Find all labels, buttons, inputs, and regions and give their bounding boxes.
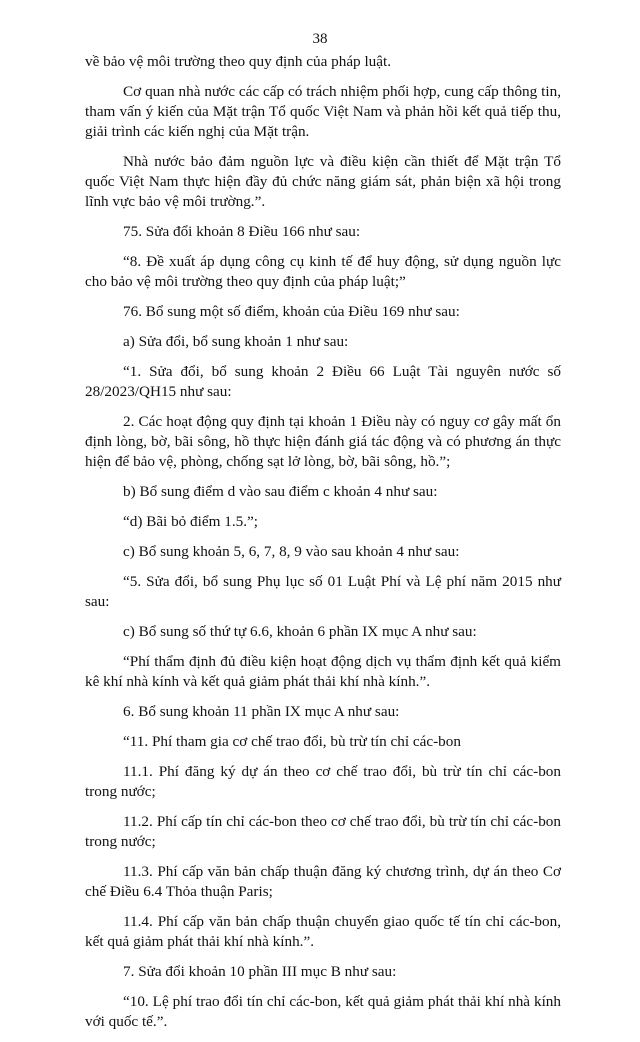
- document-body: [85, 52, 561, 1042]
- paragraph: a) Sửa đổi, bổ sung khoản 1 như sau:: [123, 333, 349, 350]
- paragraph: 11.1. Phí đăng ký dự án theo cơ chế trao đổi, bù trừ tín chỉ các-bon trong nước;: [85, 763, 561, 800]
- paragraph: c) Bổ sung số thứ tự 6.6, khoản 6 phần IX mục A như sau:: [123, 623, 477, 640]
- paragraph: Nhà nước bảo đảm nguồn lực và điều kiện cần thiết để Mặt trận Tổ quốc Việt Nam thực hiện đầy đủ chức năng giám sát, phản biện xã hội trong lĩnh vực bảo vệ môi trường.”.: [85, 153, 561, 210]
- paragraph: “Phí thẩm định đủ điều kiện hoạt động dịch vụ thẩm định kết quả kiểm kê khí nhà kính và kết quả giảm phát thải khí nhà kính.”.: [85, 653, 561, 690]
- paragraph: 76. Bổ sung một số điểm, khoản của Điều 169 như sau:: [123, 303, 460, 320]
- paragraph: c) Bổ sung khoản 5, 6, 7, 8, 9 vào sau khoản 4 như sau:: [123, 543, 460, 560]
- page-number: 38: [312, 31, 328, 47]
- paragraph: “11. Phí tham gia cơ chế trao đổi, bù trừ tín chỉ các-bon: [123, 733, 461, 750]
- paragraph: “8. Đề xuất áp dụng công cụ kinh tế để huy động, sử dụng nguồn lực cho bảo vệ môi trường theo quy định của pháp luật;”: [85, 253, 561, 290]
- paragraph: “5. Sửa đổi, bổ sung Phụ lục số 01 Luật Phí và Lệ phí năm 2015 như sau:: [85, 573, 561, 610]
- paragraph: Cơ quan nhà nước các cấp có trách nhiệm phối hợp, cung cấp thông tin, tham vấn ý kiến của Mặt trận Tổ quốc Việt Nam và phản hồi kết quả tiếp thu, giải trình các kiến nghị của Mặt trận.: [85, 83, 561, 140]
- paragraph: 6. Bổ sung khoản 11 phần IX mục A như sau:: [123, 703, 400, 720]
- paragraph: 11.3. Phí cấp văn bản chấp thuận đăng ký chương trình, dự án theo Cơ chế Điều 6.4 Thỏa thuận Paris;: [85, 863, 561, 900]
- paragraph: 2. Các hoạt động quy định tại khoản 1 Điều này có nguy cơ gây mất ổn định lòng, bờ, bãi sông, hồ thực hiện đánh giá tác động và có phương án thực hiện để bảo vệ, phòng, chống sạt lở lòng, bờ, bãi sông, hồ.”;: [85, 413, 561, 470]
- paragraph: b) Bổ sung điểm d vào sau điểm c khoản 4 như sau:: [123, 483, 438, 500]
- paragraph: “1. Sửa đổi, bổ sung khoản 2 Điều 66 Luật Tài nguyên nước số 28/2023/QH15 như sau:: [85, 363, 561, 400]
- paragraph: 7. Sửa đổi khoản 10 phần III mục B như sau:: [123, 963, 397, 980]
- paragraph: “d) Bãi bỏ điểm 1.5.”;: [123, 513, 258, 530]
- paragraph-continuation: về bảo vệ môi trường theo quy định của pháp luật.: [85, 53, 392, 70]
- paragraph: 75. Sửa đổi khoản 8 Điều 166 như sau:: [123, 223, 361, 240]
- paragraph: 11.2. Phí cấp tín chỉ các-bon theo cơ chế trao đổi, bù trừ tín chỉ các-bon trong nước;: [85, 813, 561, 850]
- paragraph: 11.4. Phí cấp văn bản chấp thuận chuyển giao quốc tế tín chỉ các-bon, kết quả giảm phát thải khí nhà kính.”.: [85, 913, 561, 950]
- paragraph: “10. Lệ phí trao đổi tín chỉ các-bon, kết quả giảm phát thải khí nhà kính với quốc tế.”.: [85, 993, 561, 1030]
